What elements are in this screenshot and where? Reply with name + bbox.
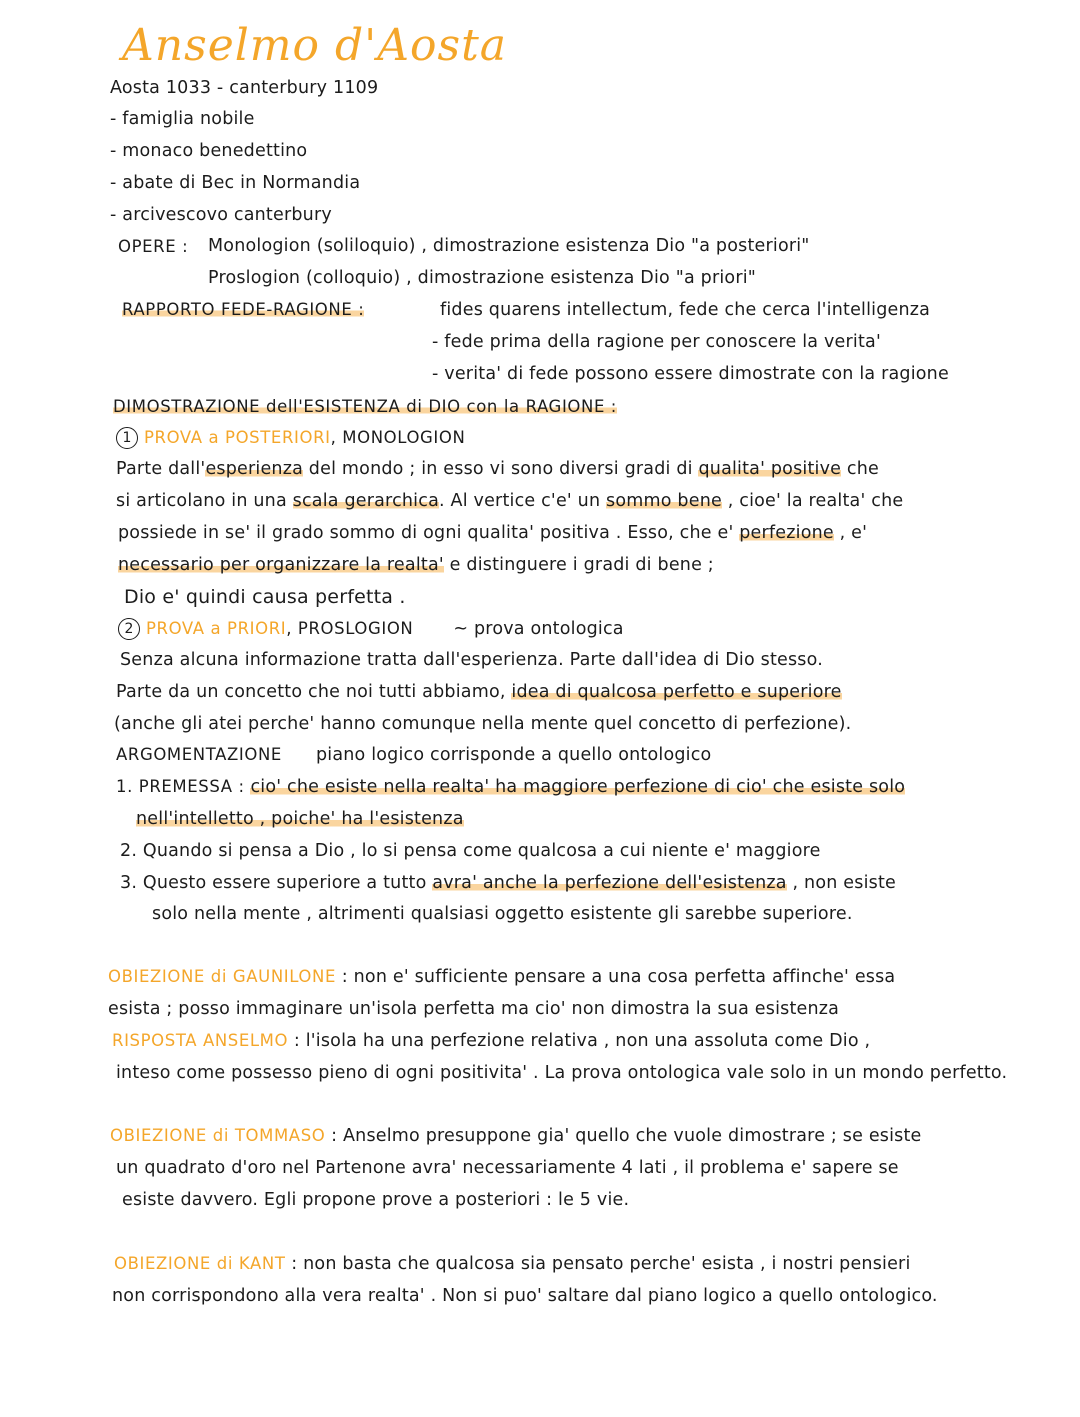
prova2-source: , PROSLOGION — [286, 619, 414, 638]
text: che — [841, 459, 879, 479]
premessa-line — [116, 779, 905, 797]
prova2-tilde: ~ prova ontologica — [453, 619, 624, 639]
tommaso-label: OBIEZIONE di TOMMASO — [110, 1126, 326, 1145]
bio-fact: - famiglia nobile — [110, 109, 255, 129]
kant-line: non corrispondono alla vera realta' . Non si puo' saltare dal piano logico a quello ontologico. — [112, 1286, 938, 1306]
highlight: nell'intelletto , poiche' ha l'esistenza — [136, 809, 464, 829]
text: , non esiste — [786, 873, 896, 893]
text: , cioe' la realta' che — [721, 491, 904, 511]
prova1-label: PROVA a POSTERIORI — [144, 428, 331, 447]
argument-step: solo nella mente , altrimenti qualsiasi oggetto esistente gli sarebbe superiore. — [152, 904, 853, 924]
text: Parte dall' — [116, 459, 206, 479]
highlight: esperienza — [205, 459, 304, 479]
gaunilone-line — [108, 969, 895, 987]
premessa-label: 1. PREMESSA : — [116, 777, 251, 796]
dimostrazione-heading — [113, 399, 617, 416]
text: : non e' sufficiente pensare a una cosa perfetta affinche' essa — [336, 967, 896, 987]
rapporto-line: - fede prima della ragione per conoscere la verita' — [432, 332, 881, 352]
argument-step: 2. Quando si pensa a Dio , lo si pensa come qualcosa a cui niente e' maggiore — [120, 841, 821, 861]
text: , e' — [833, 523, 868, 543]
highlight: idea di qualcosa perfetto e superiore — [511, 682, 842, 702]
prova2-line: Senza alcuna informazione tratta dall'esperienza. Parte dall'idea di Dio stesso. — [120, 650, 823, 670]
prova1-line — [118, 525, 867, 543]
rapporto-line: - verita' di fede possono essere dimostrate con la ragione — [432, 364, 949, 384]
text: : Anselmo presuppone gia' quello che vuole dimostrare ; se esiste — [325, 1126, 922, 1146]
bio-dates: Aosta 1033 - canterbury 1109 — [110, 78, 379, 98]
highlight: qualita' positive — [698, 459, 842, 479]
tommaso-line: un quadrato d'oro nel Partenone avra' necessariamente 4 lati , il problema e' sapere se — [116, 1158, 899, 1178]
prova1-line — [116, 493, 903, 511]
risposta-line: inteso come possesso pieno di ogni positivita' . La prova ontologica vale solo in un mondo perfetto. — [116, 1063, 1008, 1083]
kant-label: OBIEZIONE di KANT — [114, 1254, 286, 1273]
highlight: sommo bene — [606, 491, 722, 511]
rapporto-translation: , fede che cerca l'intelligenza — [667, 300, 931, 320]
rapporto-latin: fides quarens intellectum — [440, 300, 668, 320]
text: e distinguere i gradi di bene ; — [443, 555, 714, 575]
text: . Al vertice c'e' un — [439, 491, 607, 511]
prova2-number: 2 — [118, 618, 140, 640]
text: possiede in se' il grado sommo di ogni qualita' positiva . Esso, che e' — [118, 523, 740, 543]
prova2-label: PROVA a PRIORI — [146, 619, 287, 638]
text: : non basta che qualcosa sia pensato perche' esista , i nostri pensieri — [285, 1254, 911, 1274]
gaunilone-line: esista ; posso immaginare un'isola perfetta ma cio' non dimostra la sua esistenza — [108, 999, 840, 1019]
prova1-source: , MONOLOGION — [330, 428, 466, 447]
risposta-label: RISPOSTA ANSELMO — [112, 1031, 289, 1050]
text: 3. Questo essere superiore a tutto — [120, 873, 433, 893]
text: del mondo ; in esso vi sono diversi gradi di — [303, 459, 699, 479]
prova1-number: 1 — [116, 427, 138, 449]
highlight: necessario per organizzare la realta' — [118, 555, 444, 575]
prova2-header — [118, 618, 624, 640]
rapporto-label — [122, 302, 364, 319]
rapporto-line — [440, 302, 930, 320]
prova2-line — [116, 684, 842, 702]
text: Parte da un concetto che noi tutti abbiamo, — [116, 682, 512, 702]
opere-line: Monologion (soliloquio) , dimostrazione esistenza Dio "a posteriori" — [208, 236, 810, 256]
argomentazione-line — [116, 747, 711, 765]
premessa-line — [136, 811, 464, 829]
tommaso-line — [110, 1128, 922, 1146]
bio-fact: - arcivescovo canterbury — [110, 205, 332, 225]
tommaso-line: esiste davvero. Egli propone prove a posteriori : le 5 vie. — [122, 1190, 630, 1210]
argument-step — [120, 875, 896, 893]
highlight: perfezione — [739, 523, 834, 543]
dimostrazione-heading-text: DIMOSTRAZIONE dell'ESISTENZA di DIO con la RAGIONE : — [113, 397, 617, 416]
opere-line: Proslogion (colloquio) , dimostrazione esistenza Dio "a priori" — [208, 268, 757, 288]
gaunilone-label: OBIEZIONE di GAUNILONE — [108, 967, 336, 986]
page-title: Anselmo d'Aosta — [122, 20, 508, 71]
text: si articolano in una — [116, 491, 293, 511]
highlight: cio' che esiste nella realta' ha maggiore perfezione di cio' che esiste solo — [250, 777, 906, 797]
risposta-line — [112, 1033, 870, 1051]
opere-label: OPERE : — [118, 237, 189, 256]
argomentazione-label: ARGOMENTAZIONE — [116, 745, 282, 764]
text: : l'isola ha una perfezione relativa , non una assoluta come Dio , — [288, 1031, 871, 1051]
prova1-line — [118, 557, 714, 575]
argomentazione-text: piano logico corrisponde a quello ontologico — [315, 745, 712, 765]
kant-line — [114, 1256, 911, 1274]
prova1-conclusion: Dio e' quindi causa perfetta . — [124, 586, 406, 608]
highlight: scala gerarchica — [292, 491, 439, 511]
highlight: avra' anche la perfezione dell'esistenza — [432, 873, 787, 893]
prova1-header — [116, 427, 465, 449]
prova2-line: (anche gli atei perche' hanno comunque nella mente quel concetto di perfezione). — [114, 714, 852, 734]
bio-fact: - monaco benedettino — [110, 141, 308, 161]
prova1-line — [116, 461, 879, 479]
rapporto-label-text: RAPPORTO FEDE-RAGIONE : — [122, 300, 365, 319]
bio-fact: - abate di Bec in Normandia — [110, 173, 361, 193]
